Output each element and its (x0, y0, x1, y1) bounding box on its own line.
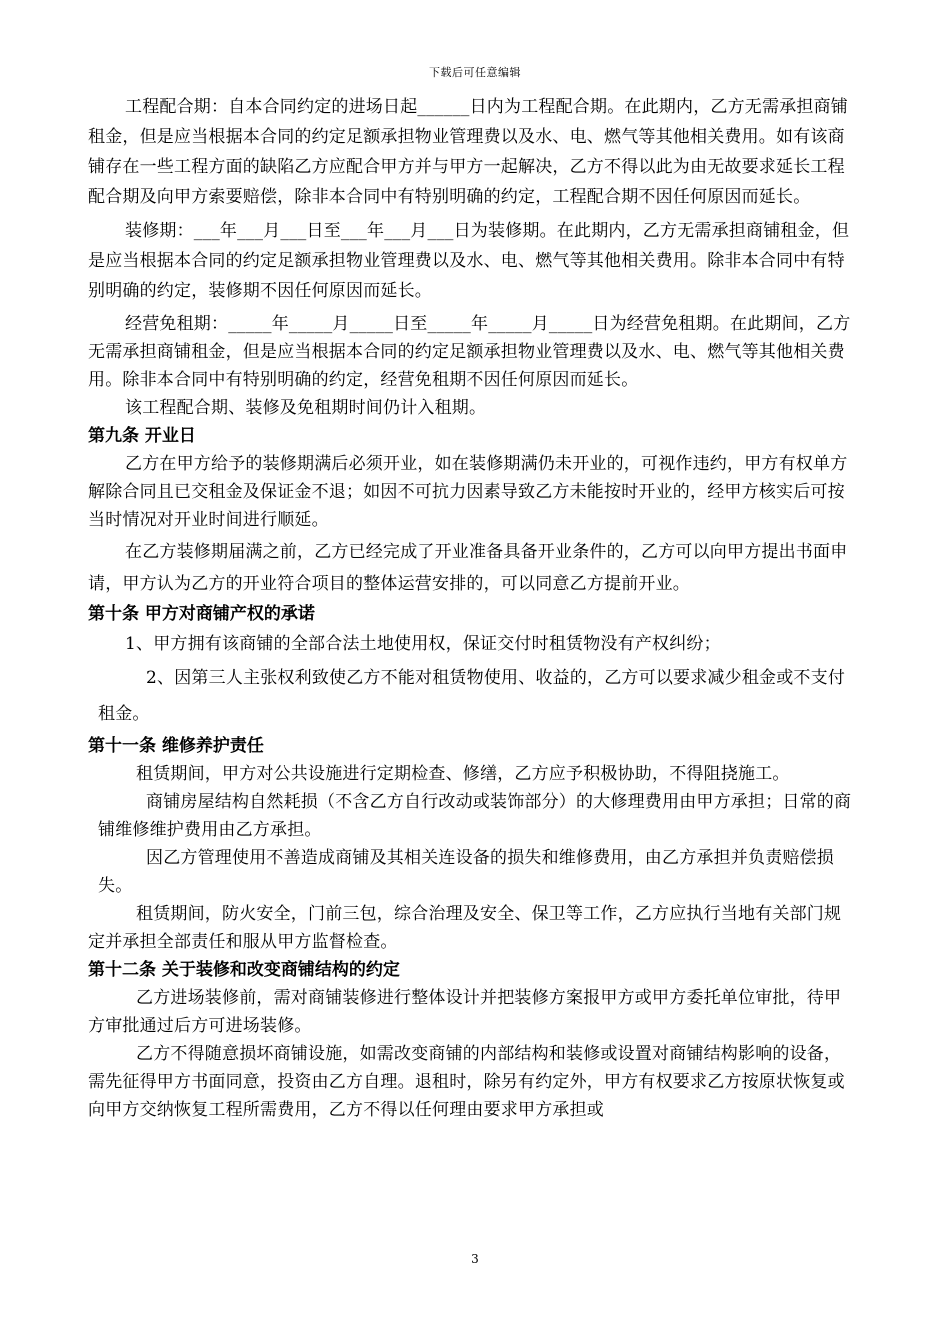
article-12-heading: 第十二条 关于装修和改变商铺结构的约定 (88, 960, 400, 980)
paragraph-land-use-right: 1、甲方拥有该商铺的全部合法土地使用权，保证交付时租赁物没有产权纠纷； (125, 634, 721, 654)
paragraph-structure-repair: 商铺房屋结构自然耗损（不含乙方自行改动或装饰部分）的大修理费用由甲方承担；日常的商铺维修维护费用由乙方承担。 (98, 792, 852, 840)
paragraph-renovation-period: 装修期：___年___月___日至___年___月___日为装修期。在此期内，乙方无需承担商铺租金，但是应当根据本合同的约定足额承担物业管理费以及水、电、燃气等其他相关费用。除非本合同中有特别明确的约定，装修期不因任何原因而延长。 (88, 221, 850, 301)
paragraph-fire-safety: 租赁期间，防火安全，门前三包，综合治理及安全、保卫等工作，乙方应执行当地有关部门规定并承担全部责任和服从甲方监督检查。 (88, 904, 842, 952)
paragraph-damage-liability: 因乙方管理使用不善造成商铺及其相关连设备的损失和维修费用，由乙方承担并负责赔偿损失。 (98, 848, 834, 896)
paragraph-rent-free-period: 经营免租期：_____年_____月_____日至_____年_____月_____日为经营免租期。在此期间，乙方无需承担商铺租金，但是应当根据本合同的约定足额承担物业管理费以及水、电、燃气等其他相关费用。除非本合同中有特别明确的约定，经营免租期不因任何原因而延长。 (88, 314, 851, 390)
paragraph-structure-change: 乙方不得随意损坏商铺设施，如需改变商铺的内部结构和装修或设置对商铺结构影响的设备，需先征得甲方书面同意，投资由乙方自理。退租时，除另有约定外，甲方有权要求乙方按原状恢复或向甲方交纳恢复工程所需费用，乙方不得以任何理由要求甲方承担或 (88, 1044, 845, 1120)
article-10-heading: 第十条 甲方对商铺产权的承诺 (88, 604, 315, 624)
paragraph-public-facility-check: 租赁期间，甲方对公共设施进行定期检查、修缮，乙方应予积极协助，不得阻挠施工。 (136, 764, 790, 784)
paragraph-early-opening: 在乙方装修期届满之前，乙方已经完成了开业准备具备开业条件的，乙方可以向甲方提出书面申请，甲方认为乙方的开业符合项目的整体运营安排的，可以同意乙方提前开业。 (88, 542, 848, 594)
paragraph-opening-obligation: 乙方在甲方给予的装修期满后必须开业，如在装修期满仍未开业的，可视作违约，甲方有权单方解除合同且已交租金及保证金不退；如因不可抗力因素导致乙方未能按时开业的，经甲方核实后可按当时情况对开业时间进行顺延。 (88, 454, 848, 530)
paragraph-third-party-claim: 2、因第三人主张权利致使乙方不能对租赁物使用、收益的，乙方可以要求减少租金或不支付租金。 (98, 668, 846, 724)
page-header: 下载后可任意编辑 (429, 66, 521, 79)
page-number: 3 (471, 1252, 479, 1266)
paragraph-renovation-approval: 乙方进场装修前，需对商铺装修进行整体设计并把装修方案报甲方或甲方委托单位审批，待甲方审批通过后方可进场装修。 (88, 988, 842, 1036)
paragraph-period-note: 该工程配合期、装修及免租期时间仍计入租期。 (125, 398, 487, 418)
article-9-heading: 第九条 开业日 (88, 426, 196, 446)
paragraph-engineering-period: 工程配合期：自本合同约定的进场日起______日内为工程配合期。在此期内，乙方无需承担商铺租金，但是应当根据本合同的约定足额承担物业管理费以及水、电、燃气等其他相关费用。如有该商铺存在一些工程方面的缺陷乙方应配合甲方并与甲方一起解决，乙方不得以此为由无故要求延长工程配合期及向甲方索要赔偿，除非本合同中有特别明确的约定，工程配合期不因任何原因而延长。 (88, 97, 848, 207)
article-11-heading: 第十一条 维修养护责任 (88, 736, 264, 756)
document-body (88, 92, 858, 1124)
